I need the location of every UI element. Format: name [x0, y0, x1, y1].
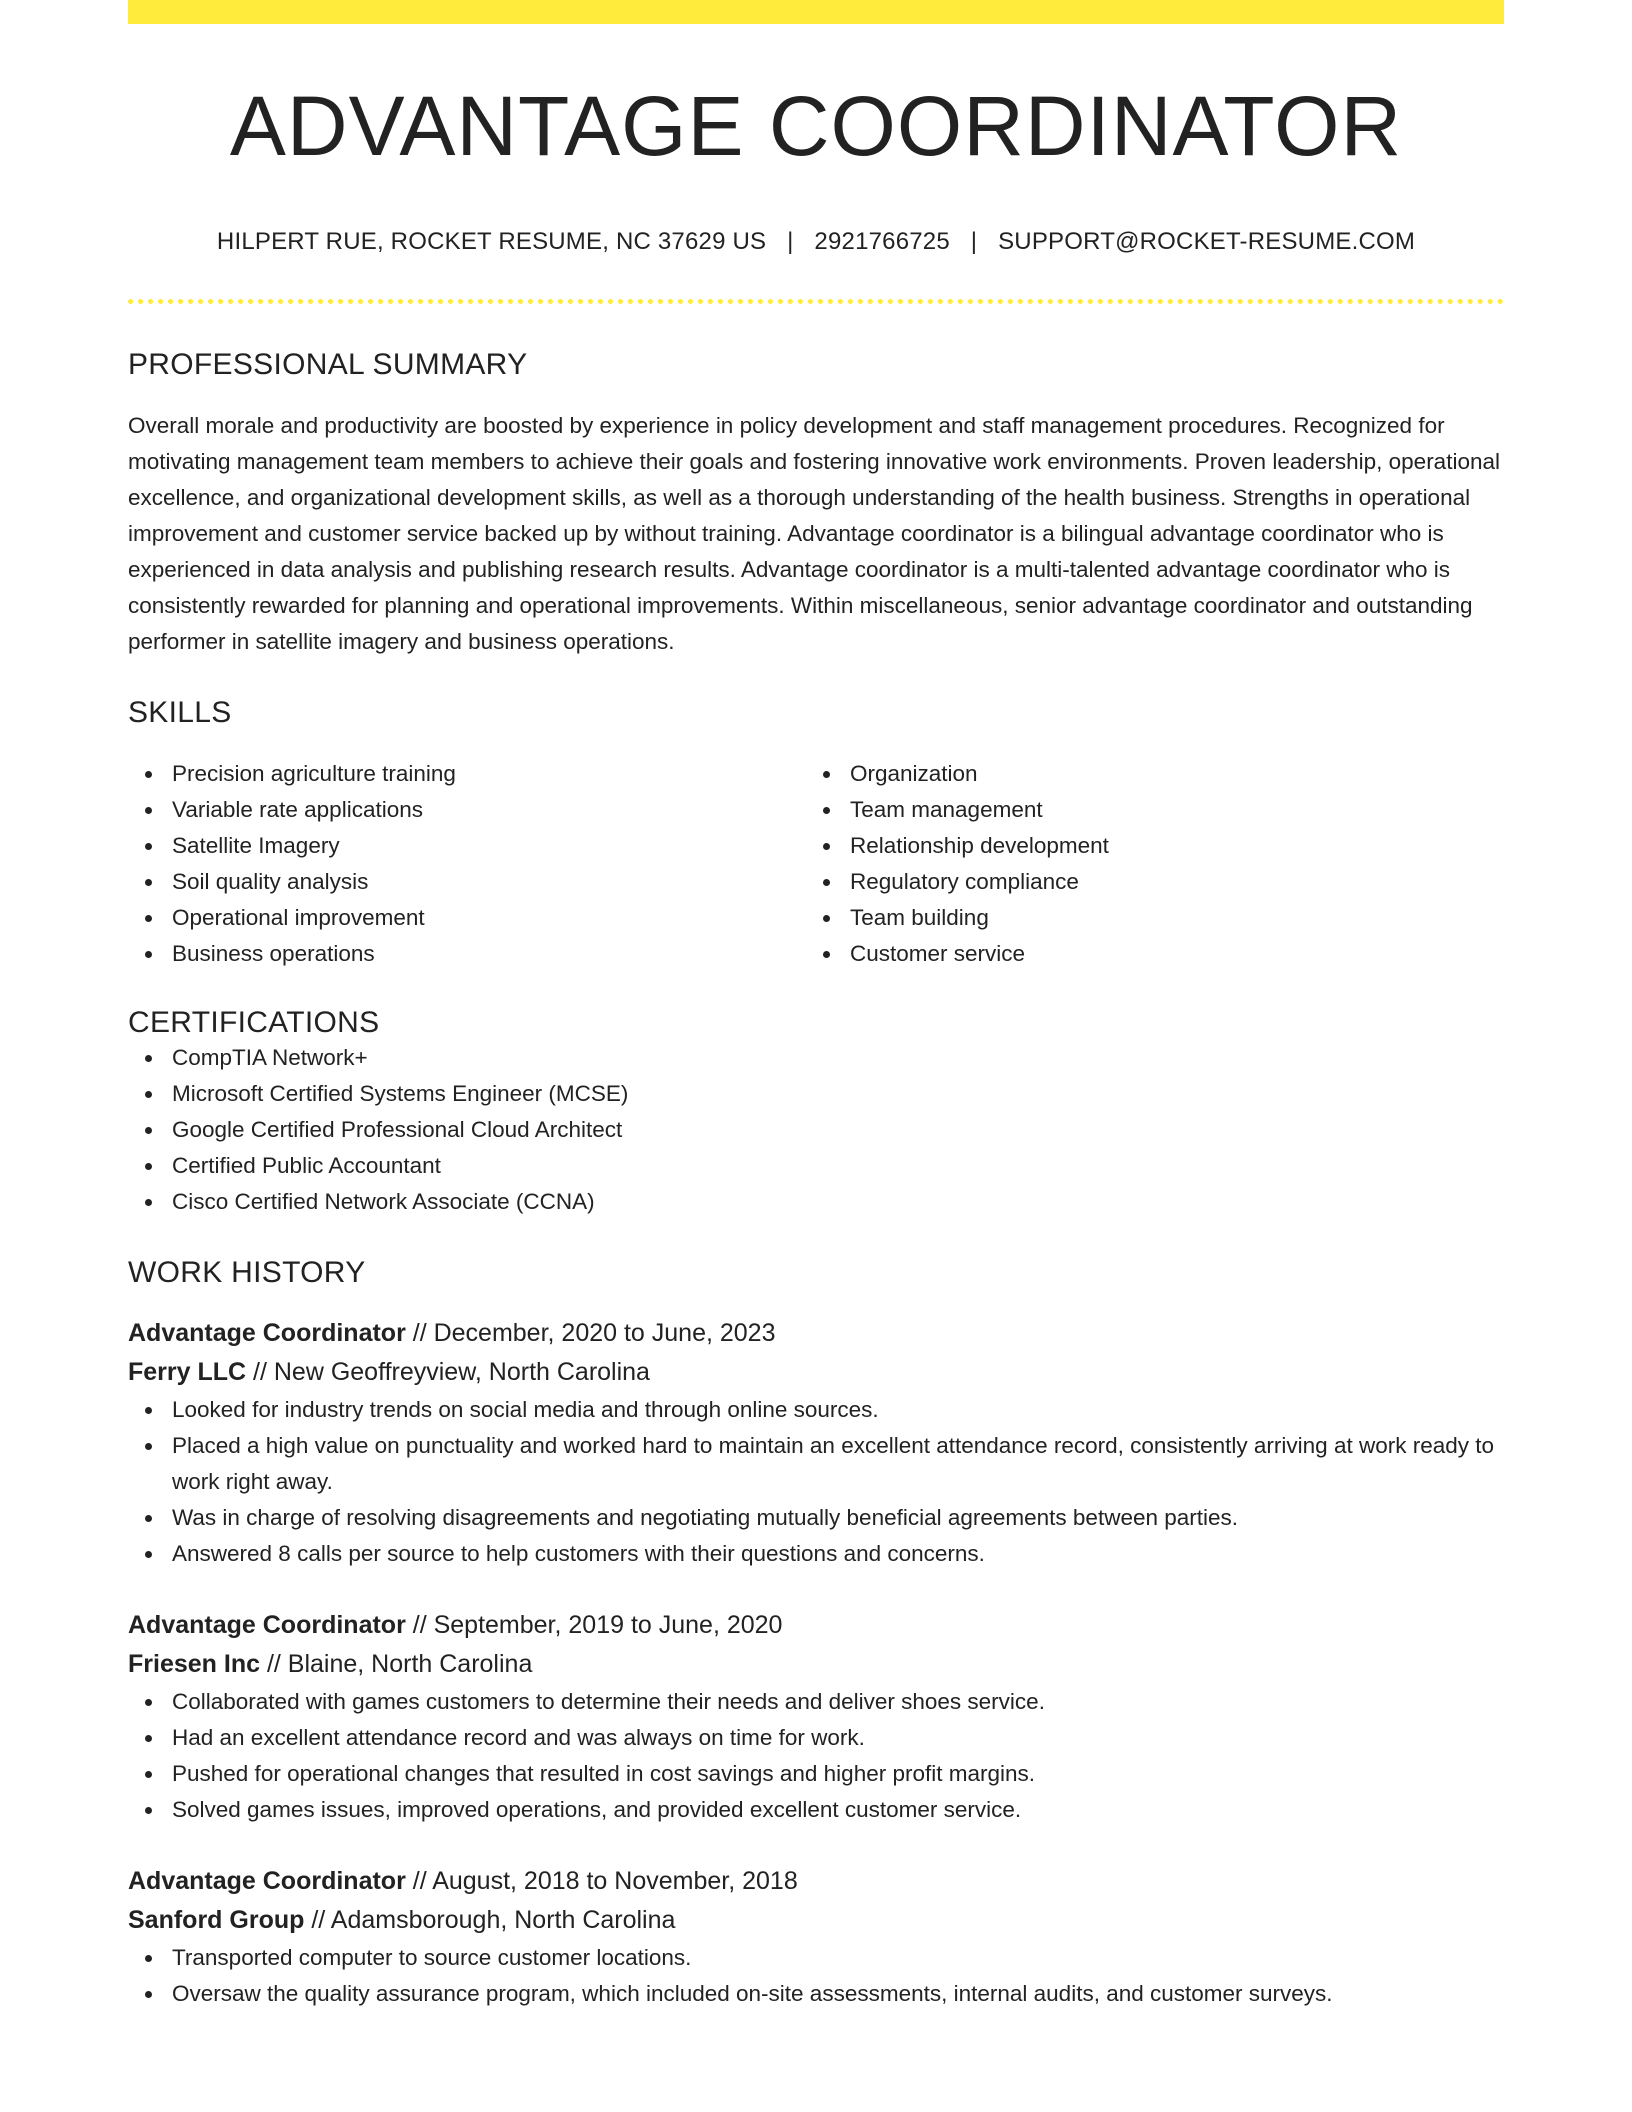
job-company-line [128, 1353, 1504, 1392]
job-title-line [128, 1606, 1504, 1645]
summary-heading: PROFESSIONAL SUMMARY [128, 348, 528, 381]
skill-item: Satellite Imagery [128, 828, 806, 864]
job-entry [128, 1606, 1504, 1828]
job-bullet: Collaborated with games customers to determine their needs and deliver shoes service. [128, 1684, 1504, 1720]
skills-heading: SKILLS [128, 696, 232, 729]
job-location: // New Geoffreyview, North Carolina [246, 1358, 650, 1386]
job-bullets [128, 1940, 1504, 2012]
job-bullets [128, 1392, 1504, 1572]
skills-list [128, 756, 1504, 972]
certification-item: Microsoft Certified Systems Engineer (MCSE) [128, 1076, 1504, 1112]
job-dates: // August, 2018 to November, 2018 [405, 1867, 798, 1895]
summary-text: Overall morale and productivity are boosted by experience in policy development and staff management procedures. Recognized for motivating management team members to achieve their goals and fostering innovative work environments. Proven leadership, operational excellence, and organizational development skills, as well as a thorough understanding of the health business. Strengths in operational improvement and customer service backed up by without training. Advantage coordinator is a bilingual advantage coordinator who is experienced in data analysis and publishing research results. Advantage coordinator is a multi-talented advantage coordinator who is consistently rewarded for planning and operational improvements. Within miscellaneous, senior advantage coordinator and outstanding performer in satellite imagery and business operations. [128, 413, 1500, 654]
contact-separator: | [970, 228, 978, 255]
skill-item: Business operations [128, 936, 806, 972]
skills-column-left [128, 756, 806, 972]
job-bullet: Solved games issues, improved operations, and provided excellent customer service. [128, 1792, 1504, 1828]
job-bullets [128, 1684, 1504, 1828]
contact-separator: | [787, 228, 794, 255]
dotted-divider [128, 299, 1504, 304]
certifications-heading: CERTIFICATIONS [128, 1006, 380, 1039]
certification-item: Certified Public Accountant [128, 1148, 1504, 1184]
job-company-line [128, 1901, 1504, 1940]
job-company: Ferry LLC [128, 1358, 247, 1386]
job-bullet: Answered 8 calls per source to help customers with their questions and concerns. [128, 1536, 1504, 1572]
accent-bar [128, 0, 1504, 24]
certification-item: Google Certified Professional Cloud Architect [128, 1112, 1504, 1148]
skill-item: Soil quality analysis [128, 864, 806, 900]
contact-address: HILPERT RUE, ROCKET RESUME, NC 37629 US [216, 228, 767, 255]
contact-email: SUPPORT@ROCKET-RESUME.COM [998, 228, 1416, 255]
skills-column-right [806, 756, 1484, 972]
candidate-name: ADVANTAGE COORDINATOR [229, 79, 1403, 173]
job-company-line [128, 1645, 1504, 1684]
certification-item: Cisco Certified Network Associate (CCNA) [128, 1184, 1504, 1220]
skill-item: Customer service [806, 936, 1484, 972]
job-dates: // September, 2019 to June, 2020 [405, 1611, 783, 1639]
job-company: Friesen Inc [128, 1650, 260, 1678]
job-bullet: Placed a high value on punctuality and worked hard to maintain an excellent attendance record, consistently arriving at work ready to work right away. [128, 1428, 1504, 1500]
skill-item: Variable rate applications [128, 792, 806, 828]
certifications-list [128, 1040, 1504, 1220]
skill-item: Team management [806, 792, 1484, 828]
job-bullet: Pushed for operational changes that resulted in cost savings and higher profit margins. [128, 1756, 1504, 1792]
job-bullet: Looked for industry trends on social media and through online sources. [128, 1392, 1504, 1428]
contact-phone: 2921766725 [814, 228, 950, 255]
job-bullet: Oversaw the quality assurance program, which included on-site assessments, internal audits, and customer surveys. [128, 1976, 1504, 2012]
skill-item: Operational improvement [128, 900, 806, 936]
job-dates: // December, 2020 to June, 2023 [405, 1319, 776, 1347]
certification-item: CompTIA Network+ [128, 1040, 1504, 1076]
skill-item: Team building [806, 900, 1484, 936]
job-entry [128, 1314, 1504, 1572]
job-title-line [128, 1862, 1504, 1901]
job-role: Advantage Coordinator [128, 1611, 406, 1639]
job-company: Sanford Group [128, 1906, 305, 1934]
work-history-heading: WORK HISTORY [128, 1256, 366, 1289]
job-role: Advantage Coordinator [128, 1319, 406, 1347]
job-bullet: Was in charge of resolving disagreements and negotiating mutually beneficial agreements between parties. [128, 1500, 1504, 1536]
job-entry [128, 1862, 1504, 2012]
skill-item: Precision agriculture training [128, 756, 806, 792]
job-location: // Blaine, North Carolina [260, 1650, 533, 1678]
skill-item: Regulatory compliance [806, 864, 1484, 900]
resume-page [128, 0, 1504, 2012]
job-location: // Adamsborough, North Carolina [304, 1906, 676, 1934]
job-role: Advantage Coordinator [128, 1867, 406, 1895]
skill-item: Relationship development [806, 828, 1484, 864]
job-bullet: Transported computer to source customer locations. [128, 1940, 1504, 1976]
contact-line [128, 228, 1504, 256]
skill-item: Organization [806, 756, 1484, 792]
job-bullet: Had an excellent attendance record and was always on time for work. [128, 1720, 1504, 1756]
job-title-line [128, 1314, 1504, 1353]
